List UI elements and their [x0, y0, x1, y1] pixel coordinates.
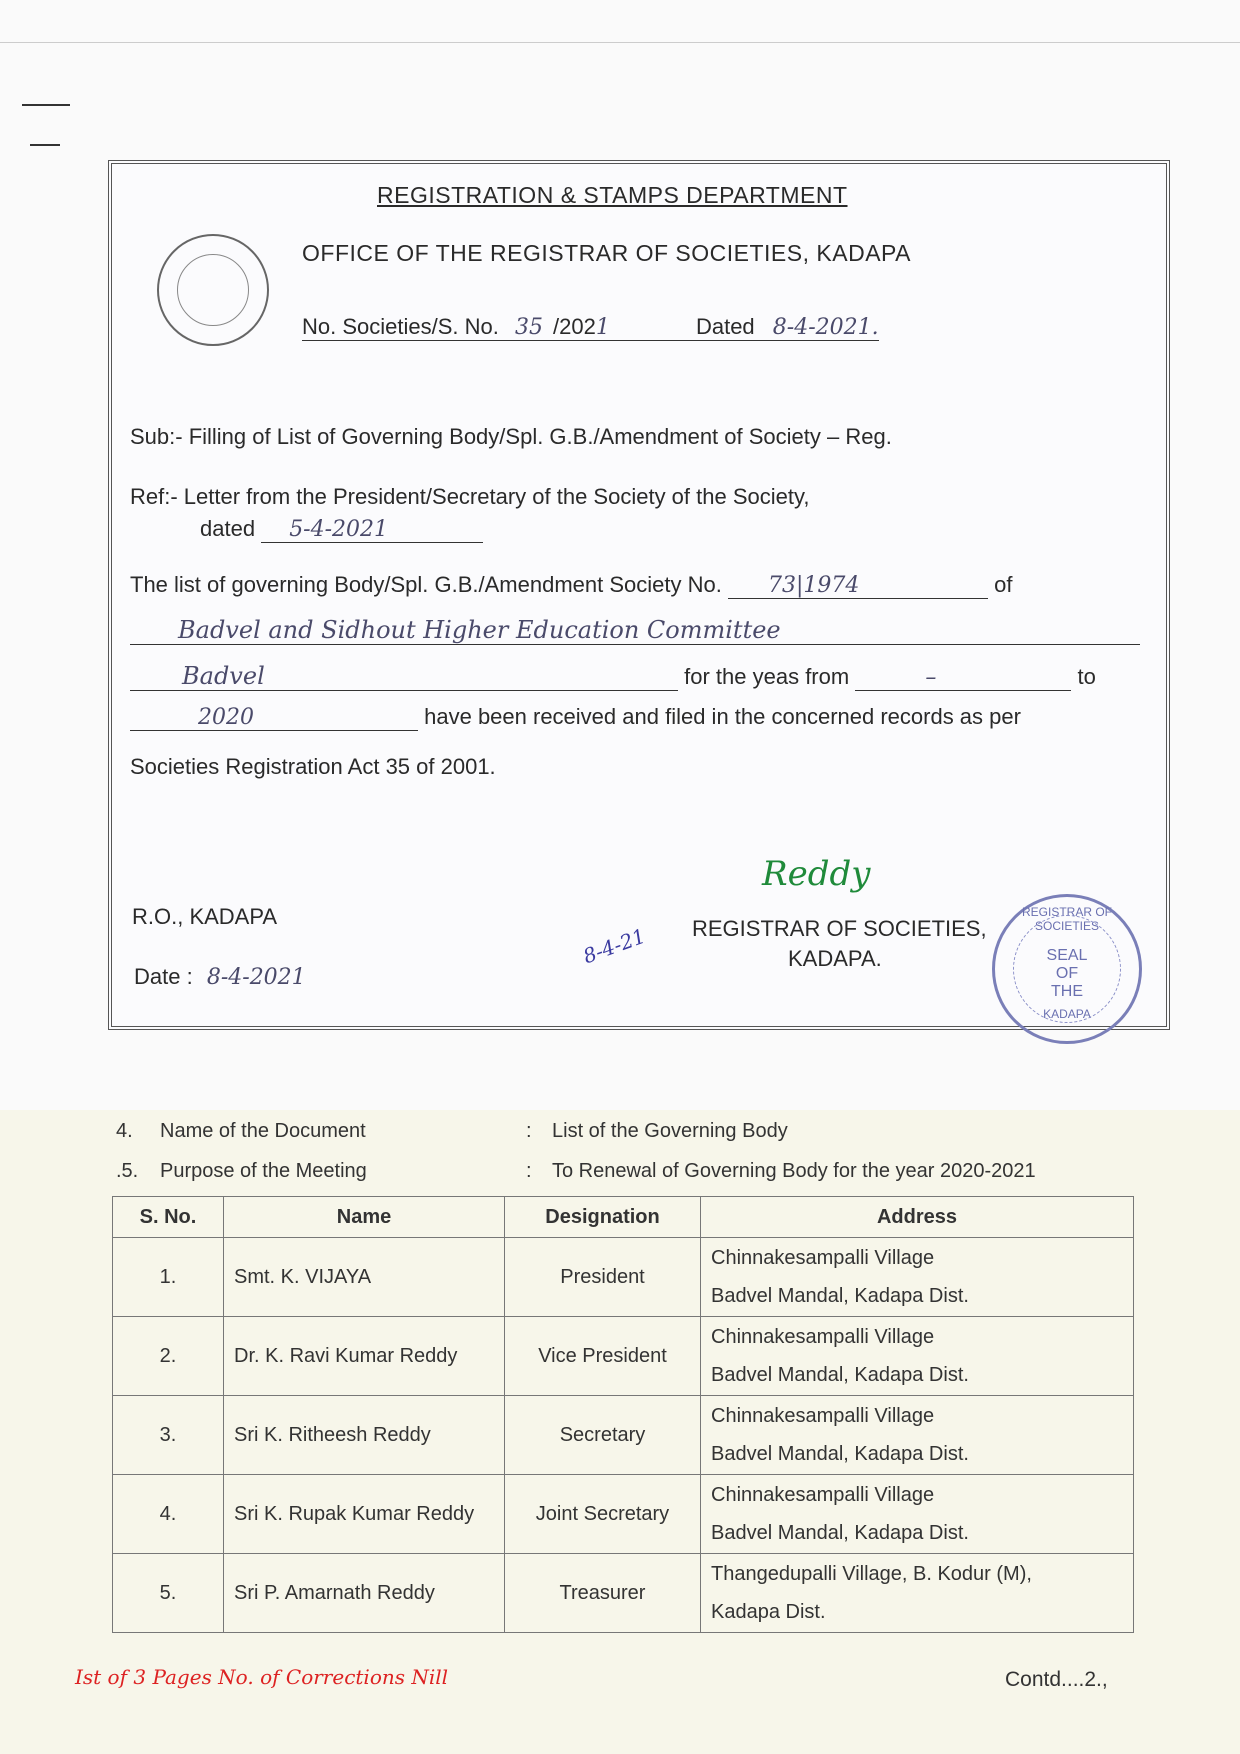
detail-value: To Renewal of Governing Body for the year 2020-2021: [552, 1160, 1036, 1182]
address-line: Chinnakesampalli Village: [711, 1247, 935, 1269]
table-row: [113, 1238, 1134, 1317]
cell-address: [701, 1238, 1134, 1317]
state-emblem-icon: [157, 234, 269, 346]
detail-separator: :: [526, 1160, 532, 1182]
registrar-signature: Reddy: [762, 854, 871, 894]
table-row: [113, 1396, 1134, 1475]
place-value: Badvel: [130, 662, 678, 691]
seal-text: SEAL: [1046, 947, 1088, 964]
address-line: Chinnakesampalli Village: [711, 1405, 935, 1427]
reference-dated-value: 5-4-2021: [261, 517, 483, 543]
reference-line: Ref:- Letter from the President/Secretary of the Society of the Society,: [130, 484, 810, 509]
department-heading: REGISTRATION & STAMPS DEPARTMENT: [377, 182, 848, 208]
column-header-sno: S. No.: [113, 1197, 224, 1238]
seal-text: OF: [1055, 965, 1079, 982]
detail-label: Purpose of the Meeting: [160, 1160, 367, 1182]
cell-address: [701, 1554, 1134, 1633]
cell-designation: Treasurer: [505, 1554, 701, 1633]
cell-designation: Joint Secretary: [505, 1475, 701, 1554]
detail-label: Name of the Document: [160, 1120, 366, 1142]
cell-sno: 2.: [113, 1317, 224, 1396]
governing-body-table: [112, 1196, 1134, 1633]
cell-name: Sri P. Amarnath Reddy: [224, 1554, 505, 1633]
margin-mark: [22, 104, 70, 106]
cell-sno: 3.: [113, 1396, 224, 1475]
date-label: Date :: [134, 964, 193, 989]
society-number-line: [130, 572, 1012, 599]
column-header-designation: Designation: [505, 1197, 701, 1238]
received-text: have been received and filed in the concerned records as per: [424, 704, 1021, 729]
from-year: –: [855, 665, 1071, 691]
cell-designation: President: [505, 1238, 701, 1317]
number-year-hand: 1: [595, 315, 610, 340]
cell-name: Dr. K. Ravi Kumar Reddy: [224, 1317, 505, 1396]
number-year-prefix: /202: [553, 314, 596, 339]
number-prefix: No. Societies/S. No.: [302, 314, 499, 339]
cell-address: [701, 1317, 1134, 1396]
column-header-address: Address: [701, 1197, 1134, 1238]
registrar-city: KADAPA.: [788, 946, 882, 971]
page-top-edge: [0, 42, 1240, 43]
address-line: Thangedupalli Village, B. Kodur (M),: [711, 1563, 1032, 1585]
table-header-row: [113, 1197, 1134, 1238]
registrar-title: REGISTRAR OF SOCIETIES,: [692, 916, 987, 941]
act-text: Societies Registration Act 35 of 2001.: [130, 754, 496, 779]
office-seal-stamp: [992, 894, 1142, 1044]
seal-text: THE: [1051, 983, 1083, 1000]
years-text: for the yeas from: [684, 664, 850, 689]
address-line: Badvel Mandal, Kadapa Dist.: [711, 1443, 969, 1465]
to-year: 2020: [130, 705, 418, 731]
place-years-line: [130, 662, 1096, 691]
reference-dated-label: dated: [200, 516, 256, 541]
address-line: Chinnakesampalli Village: [711, 1326, 935, 1348]
reference-number-line: [302, 314, 879, 341]
received-line: [130, 704, 1021, 731]
cell-designation: Secretary: [505, 1396, 701, 1475]
detail-value: List of the Governing Body: [552, 1120, 788, 1142]
detail-number: .5.: [116, 1160, 139, 1182]
ro-label: R.O., KADAPA: [132, 904, 278, 929]
cell-address: [701, 1475, 1134, 1554]
address-line: Kadapa Dist.: [711, 1601, 826, 1623]
number-value: 35: [515, 315, 543, 340]
cell-name: Smt. K. VIJAYA: [224, 1238, 505, 1317]
cell-name: Sri K. Rupak Kumar Reddy: [224, 1475, 505, 1554]
seal-text-outer: REGISTRAR OF SOCIETIES: [1021, 905, 1112, 933]
address-line: Badvel Mandal, Kadapa Dist.: [711, 1364, 969, 1386]
seal-text-bottom: KADAPA: [1043, 1007, 1091, 1021]
society-number: 73|1974: [728, 573, 988, 599]
detail-item: [116, 1160, 1036, 1183]
detail-number: 4.: [116, 1120, 133, 1142]
address-line: Chinnakesampalli Village: [711, 1484, 935, 1506]
address-line: Badvel Mandal, Kadapa Dist.: [711, 1285, 969, 1307]
address-line: Badvel Mandal, Kadapa Dist.: [711, 1522, 969, 1544]
registration-certificate: [108, 160, 1170, 1030]
date-line: [134, 964, 306, 990]
page-count-stamp: Ist of 3 Pages No. of Corrections Nill: [75, 1665, 449, 1689]
cell-sno: 5.: [113, 1554, 224, 1633]
table-row: [113, 1317, 1134, 1396]
date-value: 8-4-2021: [206, 965, 306, 990]
cell-name: Sri K. Ritheesh Reddy: [224, 1396, 505, 1475]
initials-mark: 8-4-21: [579, 923, 649, 969]
cell-address: [701, 1396, 1134, 1475]
table-row: [113, 1554, 1134, 1633]
cell-sno: 4.: [113, 1475, 224, 1554]
dated-label: Dated: [695, 314, 755, 339]
table-row: [113, 1475, 1134, 1554]
continued-note: Contd....2.,: [1005, 1668, 1108, 1691]
cell-designation: Vice President: [505, 1317, 701, 1396]
dated-value: 8-4-2021.: [772, 315, 879, 340]
to-label: to: [1077, 664, 1096, 689]
office-heading: OFFICE OF THE REGISTRAR OF SOCIETIES, KADAPA: [302, 240, 912, 266]
list-text: The list of governing Body/Spl. G.B./Amendment Society No.: [130, 572, 722, 597]
detail-separator: :: [526, 1120, 532, 1142]
of-label: of: [994, 572, 1013, 597]
subject-line: Sub:- Filling of List of Governing Body/Spl. G.B./Amendment of Society – Reg.: [130, 424, 892, 449]
society-name: Badvel and Sidhout Higher Education Committee: [130, 616, 1140, 645]
column-header-name: Name: [224, 1197, 505, 1238]
reference-dated-line: [200, 516, 483, 543]
margin-mark: [30, 144, 60, 146]
detail-item: [116, 1120, 788, 1143]
cell-sno: 1.: [113, 1238, 224, 1317]
